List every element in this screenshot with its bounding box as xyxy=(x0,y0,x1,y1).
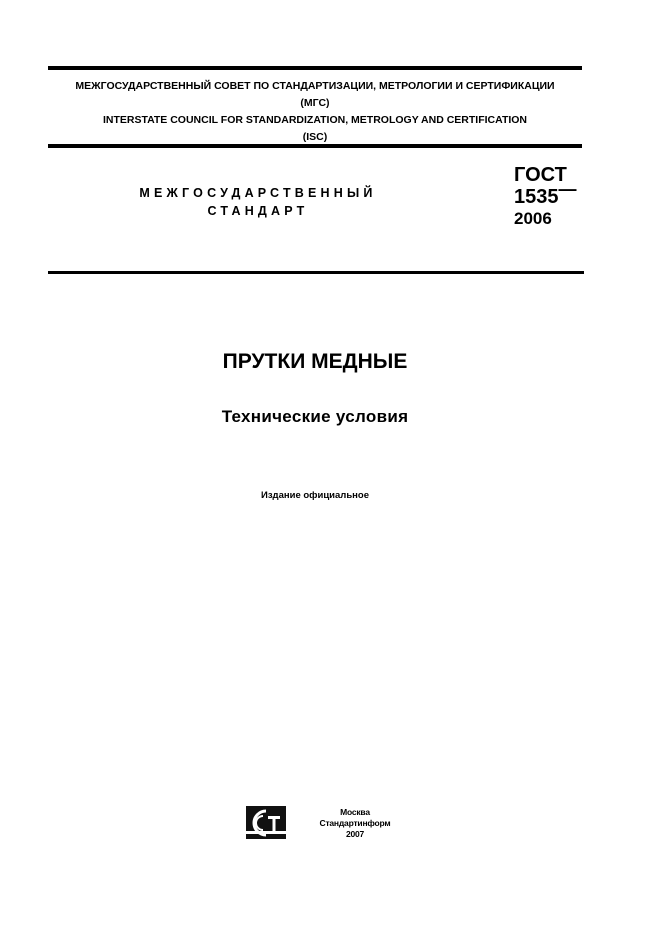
gost-number-line xyxy=(514,179,604,208)
council-abbr-ru: (МГС) xyxy=(300,97,330,109)
standard-type-line1: МЕЖГОСУДАРСТВЕННЫЙ xyxy=(139,186,377,200)
designation-bottom-rule xyxy=(48,271,584,274)
standard-type xyxy=(118,184,398,220)
document-title: ПРУТКИ МЕДНЫЕ xyxy=(222,350,408,373)
standard-type-line2: СТАНДАРТ xyxy=(207,204,309,218)
top-rule xyxy=(48,66,582,70)
gost-year: 2006 xyxy=(514,209,552,228)
gost-label: ГОСТ xyxy=(514,164,567,186)
standartinform-logo-icon xyxy=(246,806,286,839)
logo-graphic xyxy=(246,806,286,839)
council-name-ru: МЕЖГОСУДАРСТВЕННЫЙ СОВЕТ ПО СТАНДАРТИЗАЦИИ, МЕТРОЛОГИИ И СЕРТИФИКАЦИИ xyxy=(75,80,555,92)
council-abbr-en: (ISC) xyxy=(302,131,328,143)
document-subtitle: Технические условия xyxy=(221,407,409,426)
council-header xyxy=(48,78,582,146)
edition-note: Издание официальное xyxy=(261,490,369,501)
gost-designation xyxy=(514,164,604,230)
publisher-city: Москва xyxy=(340,807,370,817)
header-bottom-rule xyxy=(48,144,582,148)
council-name-en: INTERSTATE COUNCIL FOR STANDARDIZATION, METROLOGY AND CERTIFICATION xyxy=(102,114,528,126)
publisher-name: Стандартинформ xyxy=(319,818,391,828)
gost-number: 1535 xyxy=(514,186,559,208)
gost-dash: — xyxy=(558,179,577,199)
publisher-year: 2007 xyxy=(345,829,365,839)
publisher-info xyxy=(300,807,410,840)
